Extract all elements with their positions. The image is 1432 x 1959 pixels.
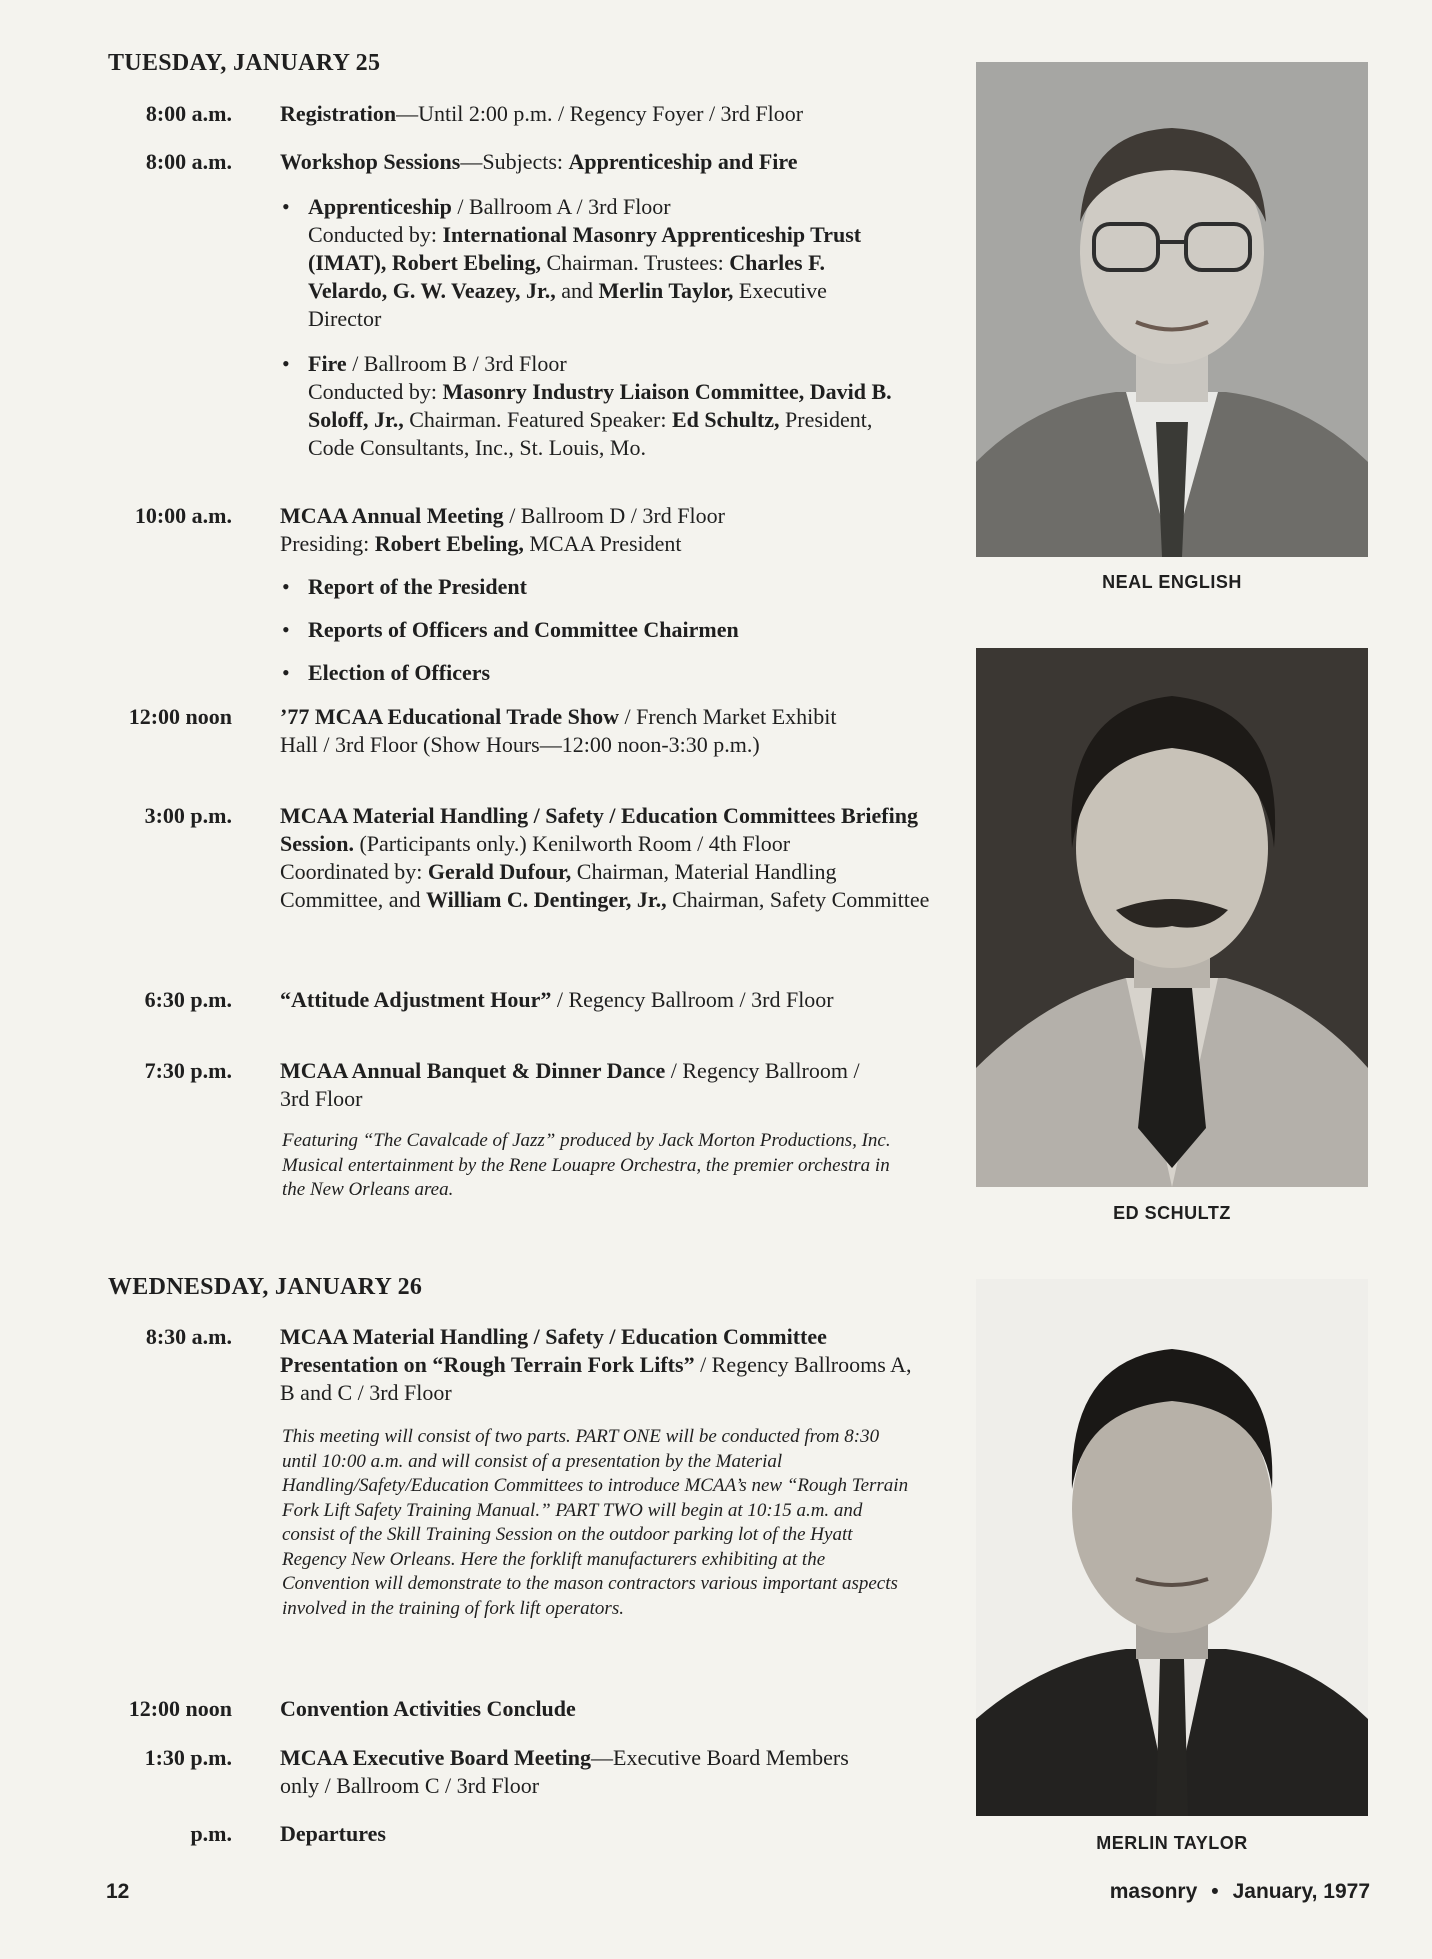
entry-time: 12:00 noon — [128, 704, 232, 729]
agenda-item — [282, 616, 902, 644]
entry-detail: / Regency Ballroom / 3rd Floor — [280, 1058, 860, 1111]
entry-title: Convention Activities Conclude — [280, 1696, 576, 1721]
portrait-caption: NEAL ENGLISH — [1102, 572, 1242, 592]
entry-detail: / French Market Exhibit Hall / 3rd Floor (Show Hours—12:00 noon-3:30 p.m.) — [280, 704, 837, 757]
agenda-item-text: Election of Officers — [308, 660, 491, 685]
sub-location: / Ballroom B / 3rd Floor — [346, 351, 567, 376]
entry-body — [280, 100, 936, 128]
agenda-item — [282, 573, 902, 601]
entry-detail: —Until 2:00 p.m. / Regency Foyer / 3rd Floor — [396, 101, 804, 126]
portrait-caption: MERLIN TAYLOR — [1096, 1833, 1248, 1853]
entry-body — [280, 148, 936, 176]
conducted-label: Conducted by: — [308, 379, 443, 404]
entry-time: 10:00 a.m. — [134, 503, 232, 528]
entry-body — [280, 502, 936, 558]
entry-body — [280, 1744, 880, 1800]
entry-time: 6:30 p.m. — [144, 987, 232, 1012]
entry-subjects: Apprenticeship and Fire — [568, 149, 798, 174]
presiding-label: Presiding: — [280, 531, 375, 556]
tuesday-heading: TUESDAY, JANUARY 25 — [108, 50, 381, 76]
portrait-photo-ed-schultz — [976, 648, 1368, 1187]
schedule-entry-annual-meeting — [96, 502, 936, 558]
entry-body — [280, 802, 936, 914]
workshop-apprenticeship — [282, 193, 902, 333]
entry-time: 8:00 a.m. — [145, 149, 232, 174]
chairman-text: Chairman. Trustees: — [541, 250, 730, 275]
issue-date: January, 1977 — [1232, 1880, 1370, 1903]
schedule-entry-banquet — [96, 1057, 936, 1113]
schedule-entry-trade-show — [96, 703, 936, 759]
sub-location: / Ballroom A / 3rd Floor — [451, 194, 671, 219]
entry-title: MCAA Executive Board Meeting — [280, 1745, 591, 1770]
schedule-entry-briefing — [96, 802, 936, 914]
agenda-item — [282, 659, 902, 687]
bullet: • — [282, 617, 290, 642]
coord-name: William C. Dentinger, Jr., — [426, 887, 667, 912]
speaker-name: Ed Schultz, — [671, 407, 780, 432]
entry-time: 7:30 p.m. — [144, 1058, 232, 1083]
entry-body — [280, 1695, 936, 1723]
entry-detail: / Regency Ballroom / 3rd Floor — [551, 987, 834, 1012]
entry-title: “Attitude Adjustment Hour” — [280, 987, 552, 1012]
entry-body — [280, 703, 860, 759]
entry-body — [280, 1820, 936, 1848]
trustees: Charles F. Velardo, G. W. Veazey, Jr., — [308, 250, 826, 303]
entry-body — [280, 986, 900, 1014]
schedule-entry-workshops — [96, 148, 936, 176]
coord-detail: Chairman, Material Handling Committee, and — [280, 859, 837, 912]
entry-body — [280, 1323, 930, 1407]
entry-body — [280, 1057, 880, 1113]
presiding-name: Robert Ebeling, — [374, 531, 524, 556]
entry-detail: —Subjects: — [460, 149, 569, 174]
banquet-note: Featuring “The Cavalcade of Jazz” produced by Jack Morton Productions, Inc. Musical entertainment by the Rene Louapre Orchestra, the premier orchestra in the New Orleans area. — [282, 1130, 891, 1200]
agenda-item-text: Reports of Officers and Committee Chairmen — [308, 617, 739, 642]
entry-time: 8:00 a.m. — [145, 101, 232, 126]
entry-title: MCAA Annual Meeting — [280, 503, 504, 528]
entry-title: MCAA Material Handling / Safety / Education Committees Briefing Session. — [280, 803, 918, 856]
schedule-entry-board — [96, 1744, 936, 1800]
wednesday-heading: WEDNESDAY, JANUARY 26 — [108, 1274, 423, 1300]
entry-time: 12:00 noon — [128, 1696, 232, 1721]
schedule-entry-departures — [96, 1820, 936, 1848]
entry-detail: —Executive Board Members only / Ballroom C / 3rd Floor — [280, 1745, 849, 1798]
entry-detail: / Ballroom D / 3rd Floor — [503, 503, 725, 528]
magazine-name: masonry — [1109, 1880, 1198, 1903]
and-text: and — [555, 278, 599, 303]
portrait-image — [976, 62, 1368, 557]
entry-detail: (Participants only.) Kenilworth Room / 4th Floor — [353, 831, 791, 856]
entry-title: Workshop Sessions — [280, 149, 461, 174]
entry-time: 8:30 a.m. — [145, 1324, 232, 1349]
chairman-text: Chairman. Featured Speaker: — [403, 407, 672, 432]
bullet: • — [282, 574, 290, 599]
portrait-caption: ED SCHULTZ — [1113, 1203, 1231, 1223]
entry-time: 3:00 p.m. — [144, 803, 232, 828]
schedule-entry-presentation — [96, 1323, 936, 1407]
portrait-photo-merlin-taylor — [976, 1279, 1368, 1816]
entry-title: ’77 MCAA Educational Trade Show — [280, 704, 620, 729]
portrait-photo-neal-english — [976, 62, 1368, 557]
presentation-note: This meeting will consist of two parts. PART ONE will be conducted from 8:30 until 10:00 a.m. and will consist of a presentation by the Material Handling/Safety/Education Committees to introduce MCAA’s new “Rough Terrain Fork Lift Safety Training Manual.” PART TWO will begin at 10:15 a.m. and consist of the Skill Training Session on the outdoor parking lot of the Hyatt Regency New Orleans. Here the forklift manufacturers exhibiting at the Convention will demonstrate to the mason contractors various important aspects involved in the training of fork lift operators. — [282, 1426, 909, 1619]
entry-detail: / Regency Ballrooms A, B and C / 3rd Floor — [280, 1352, 912, 1405]
presiding-detail: MCAA President — [523, 531, 682, 556]
conducted-by: International Masonry Apprenticeship Trust (IMAT), Robert Ebeling, — [308, 222, 862, 275]
schedule-entry-registration — [96, 100, 936, 128]
entry-title: Departures — [280, 1821, 386, 1846]
coord-label: Coordinated by: — [280, 859, 428, 884]
agenda-item-text: Report of the President — [308, 574, 527, 599]
speaker-detail: President, Code Consultants, Inc., St. Louis, Mo. — [308, 407, 873, 460]
entry-title: MCAA Material Handling / Safety / Education Committee Presentation on “Rough Terrain Fork Lifts” — [280, 1324, 827, 1377]
entry-time: p.m. — [190, 1821, 232, 1846]
bullet: • — [282, 194, 290, 219]
bullet: • — [282, 351, 290, 376]
conducted-by: Masonry Industry Liaison Committee, David B. Soloff, Jr., — [308, 379, 892, 432]
conducted-label: Conducted by: — [308, 222, 443, 247]
entry-title: Registration — [280, 101, 397, 126]
portrait-image — [976, 1279, 1368, 1816]
footer-publication — [1040, 1880, 1370, 1904]
merlin-name: Merlin Taylor, — [598, 278, 734, 303]
entry-time: 1:30 p.m. — [144, 1745, 232, 1770]
entry-title: MCAA Annual Banquet & Dinner Dance — [280, 1058, 666, 1083]
bullet: • — [282, 660, 290, 685]
coord-detail: Chairman, Safety Committee — [666, 887, 930, 912]
schedule-entry-attitude — [96, 986, 936, 1014]
schedule-entry-conclude — [96, 1695, 936, 1723]
page-number: 12 — [106, 1880, 130, 1903]
coord-name: Gerald Dufour, — [427, 859, 572, 884]
sub-title: Fire — [308, 351, 347, 376]
footer-separator: • — [1211, 1880, 1219, 1903]
director-text: Executive Director — [308, 278, 827, 331]
workshop-fire — [282, 350, 902, 462]
sub-title: Apprenticeship — [308, 194, 452, 219]
portrait-image — [976, 648, 1368, 1187]
